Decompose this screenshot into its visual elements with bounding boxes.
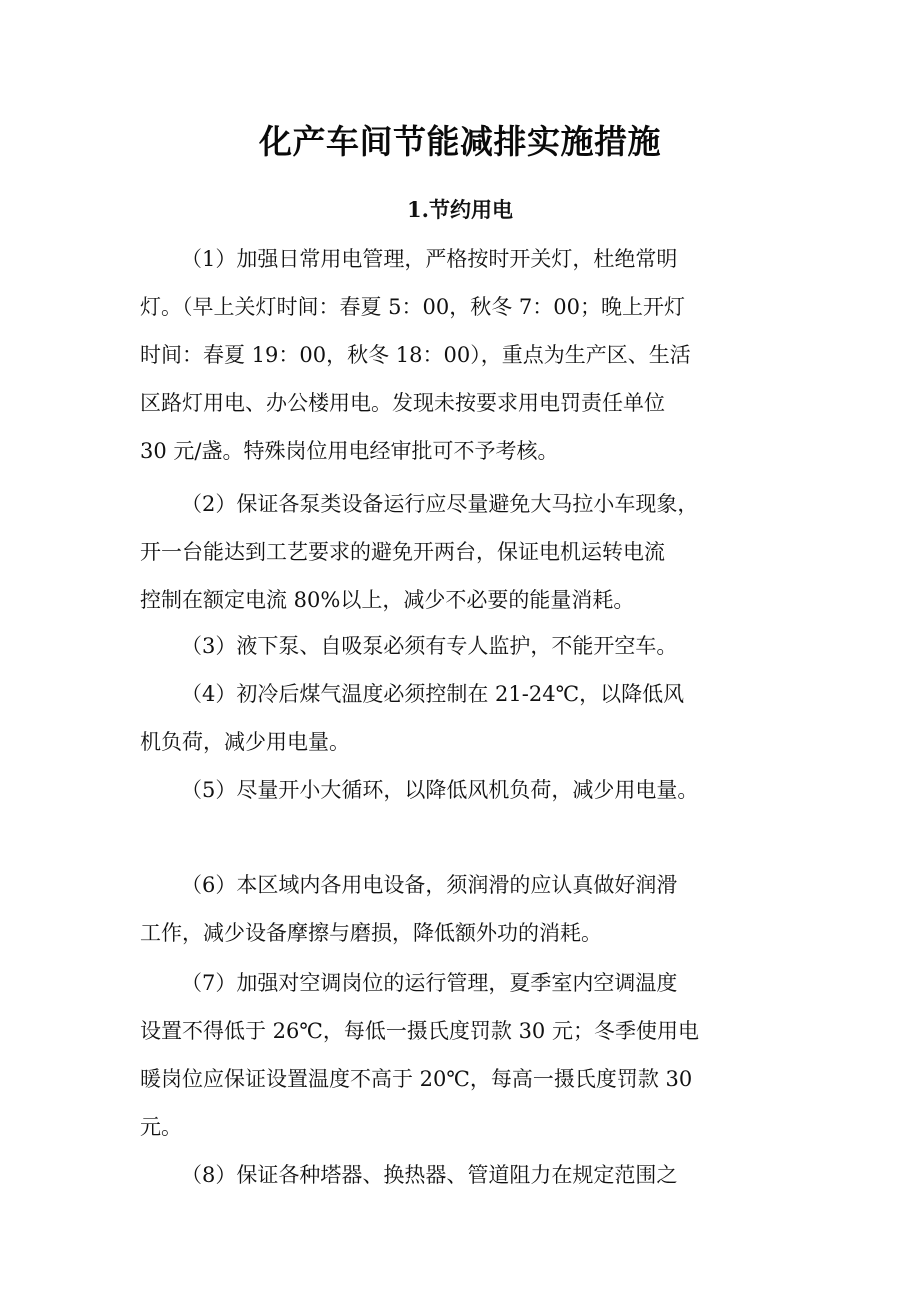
item-5-line-1: （5）尽量开小大循环，以降低风机负荷，减少用电量。 <box>181 778 699 802</box>
item-7-line-1: （7）加强对空调岗位的运行管理，夏季室内空调温度 <box>181 971 678 995</box>
item-1-line-1: （1）加强日常用电管理，严格按时开关灯，杜绝常明 <box>181 247 678 271</box>
item-6-line-1: （6）本区域内各用电设备，须润滑的应认真做好润滑 <box>181 873 678 897</box>
item-2-line-1: （2）保证各泵类设备运行应尽量避免大马拉小车现象， <box>181 492 699 516</box>
section-heading-save-electricity: 1.节约用电 <box>407 197 513 222</box>
item-7-line-3: 暖岗位应保证设置温度不高于 20℃，每高一摄氏度罚款 30 <box>140 1067 693 1091</box>
item-4-line-2: 机负荷，减少用电量。 <box>140 730 350 754</box>
item-2-line-2: 开一台能达到工艺要求的避免开两台，保证电机运转电流 <box>140 540 665 564</box>
item-7-line-4: 元。 <box>140 1115 182 1139</box>
document-title: 化产车间节能减排实施措施 <box>259 122 661 161</box>
item-8-line-1: （8）保证各种塔器、换热器、管道阻力在规定范围之 <box>181 1163 678 1187</box>
item-1-line-3: 时间：春夏 19：00，秋冬 18：00），重点为生产区、生活 <box>140 343 691 367</box>
item-1-line-5: 30 元/盏。特殊岗位用电经审批可不予考核。 <box>140 439 559 463</box>
item-1-line-2: 灯。（早上关灯时间：春夏 5：00，秋冬 7：00；晚上开灯 <box>140 295 686 319</box>
item-2-line-3: 控制在额定电流 80%以上，减少不必要的能量消耗。 <box>140 588 635 612</box>
item-1-line-4: 区路灯用电、办公楼用电。发现未按要求用电罚责任单位 <box>140 391 665 415</box>
item-6-line-2: 工作，减少设备摩擦与磨损，降低额外功的消耗。 <box>140 921 602 945</box>
item-7-line-2: 设置不得低于 26℃，每低一摄氏度罚款 30 元；冬季使用电 <box>140 1019 699 1043</box>
item-3-line-1: （3）液下泵、自吸泵必须有专人监护，不能开空车。 <box>181 634 678 658</box>
item-4-line-1: （4）初冷后煤气温度必须控制在 21-24℃，以降低风 <box>181 682 685 706</box>
